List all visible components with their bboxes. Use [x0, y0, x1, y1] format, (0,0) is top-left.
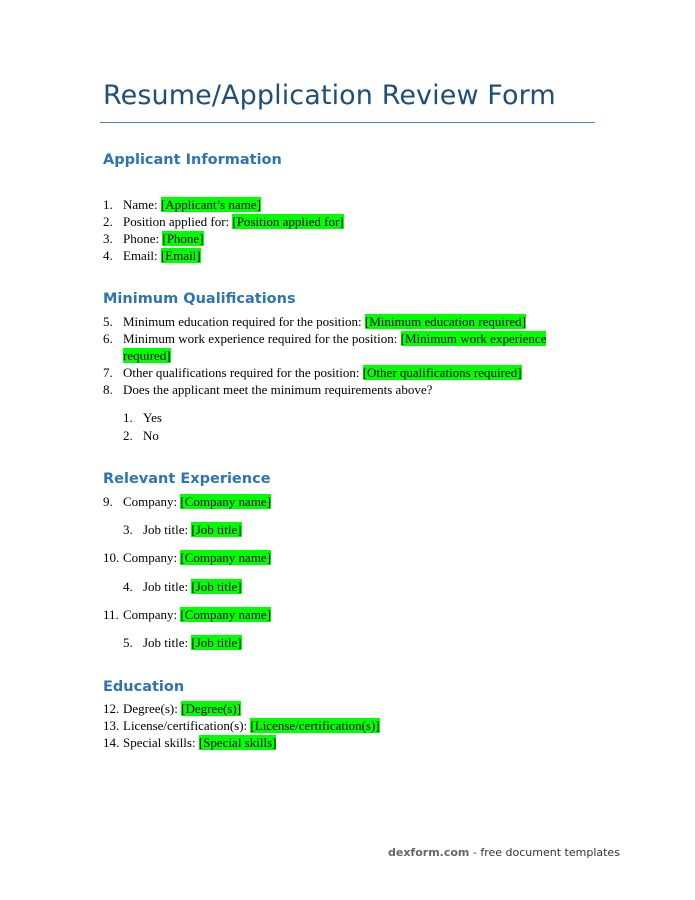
other-qualifications-field[interactable]: [Other qualifications required] [362, 365, 522, 380]
phone-field[interactable]: [Phone] [162, 231, 204, 246]
page-title: Resume/Application Review Form [103, 80, 556, 111]
item-number: 3. [123, 522, 133, 537]
footer [388, 846, 620, 859]
item-label: Name: [123, 197, 161, 212]
item-number: 13. [103, 718, 120, 733]
item-number: 4. [103, 248, 113, 263]
title-divider [100, 122, 595, 123]
item-number: 11. [103, 607, 119, 622]
min-education-field[interactable]: [Minimum education required] [364, 314, 526, 329]
option-number: 2. [123, 428, 133, 443]
item-number: 14. [103, 735, 120, 750]
special-skills-field[interactable]: [Special skills] [198, 735, 277, 750]
item-label: Company: [123, 550, 181, 565]
item-number: 2. [103, 214, 113, 229]
item-number: 8. [103, 382, 113, 397]
option-label: No [143, 428, 159, 443]
item-label: Other qualifications required for the position: [123, 365, 363, 380]
footer-brand-link[interactable]: dexform.com [388, 846, 470, 859]
option-label: Yes [143, 410, 162, 425]
job-title-field[interactable]: [Job title] [191, 635, 242, 650]
min-experience-field[interactable]: [Minimum work experience required] [123, 331, 547, 363]
item-label: Minimum work experience required for the position: [123, 331, 401, 346]
position-field[interactable]: [Position applied for] [232, 214, 344, 229]
item-label: Job title: [143, 635, 192, 650]
item-label: Minimum education required for the position: [123, 314, 365, 329]
item-number: 3. [103, 231, 113, 246]
section-heading-education: Education [103, 679, 185, 695]
job-title-field[interactable]: [Job title] [191, 579, 242, 594]
section-heading-applicant: Applicant Information [103, 152, 282, 168]
item-label: Company: [123, 494, 181, 509]
company-name-field[interactable]: [Company name] [180, 494, 272, 509]
item-number: 12. [103, 701, 120, 716]
footer-text: - free document templates [469, 846, 620, 859]
item-number: 5. [103, 314, 113, 329]
item-label: Special skills: [123, 735, 199, 750]
item-label: Position applied for: [123, 214, 233, 229]
item-number: 5. [123, 635, 133, 650]
job-title-field[interactable]: [Job title] [191, 522, 242, 537]
item-number: 4. [123, 579, 133, 594]
email-field[interactable]: [Email] [160, 248, 201, 263]
item-label: Phone: [123, 231, 163, 246]
item-label: Job title: [143, 522, 192, 537]
company-name-field[interactable]: [Company name] [180, 607, 272, 622]
company-name-field[interactable]: [Company name] [180, 550, 272, 565]
section-heading-experience: Relevant Experience [103, 471, 271, 487]
section-heading-minimum: Minimum Qualifications [103, 291, 296, 307]
item-label: Company: [123, 607, 181, 622]
item-number: 6. [103, 331, 113, 346]
item-label: Degree(s): [123, 701, 182, 716]
degrees-field[interactable]: [Degree(s)] [181, 701, 242, 716]
item-number: 7. [103, 365, 113, 380]
applicant-name-field[interactable]: [Applicant’s name] [160, 197, 261, 212]
item-number: 9. [103, 494, 113, 509]
option-number: 1. [123, 410, 133, 425]
license-field[interactable]: [License/certification(s)] [250, 718, 380, 733]
item-label: Job title: [143, 579, 192, 594]
item-label: Email: [123, 248, 161, 263]
item-label: Does the applicant meet the minimum requirements above? [123, 382, 433, 397]
item-label: License/certification(s): [123, 718, 251, 733]
item-number: 1. [103, 197, 113, 212]
item-number: 10. [103, 550, 120, 565]
